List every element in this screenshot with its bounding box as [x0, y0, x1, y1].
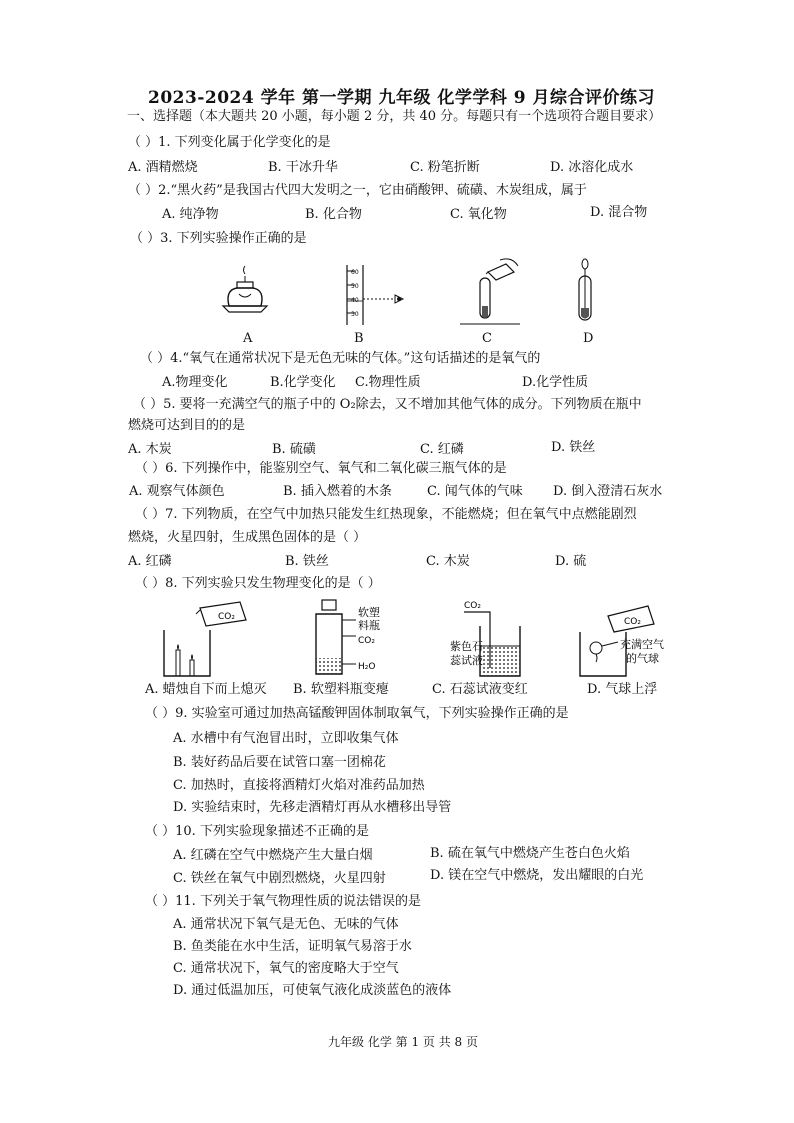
option-b: B. 软塑料瓶变瘪 — [293, 682, 389, 697]
option-c: C. 粉笔折断 — [410, 160, 480, 175]
option-c: C. 氧化物 — [450, 207, 507, 222]
option-a: A.物理变化 — [162, 375, 228, 390]
cylinder-reading-figure — [335, 265, 415, 327]
question-stem: （ ）8. 下列实验只发生物理变化的是（ ） — [135, 576, 381, 591]
option-b: B. 插入燃着的木条 — [283, 484, 392, 499]
cyl-tick-60: 60 — [351, 269, 359, 276]
co2-label-d: CO₂ — [624, 617, 641, 627]
co2-label-c: CO₂ — [464, 601, 481, 611]
option-d: D.化学性质 — [522, 375, 589, 390]
question-stem: （ ）6. 下列操作中，能鉴别空气、氧气和二氧化碳三瓶气体的是 — [135, 461, 507, 476]
h2o-label: H₂O — [358, 662, 376, 672]
option-a: A. 蜡烛自下而上熄灭 — [145, 682, 267, 697]
option-d: D. 通过低温加压，可使氧气液化成淡蓝色的液体 — [173, 983, 452, 998]
option-a: A. 红磷在空气中燃烧产生大量白烟 — [173, 848, 373, 863]
option-d: D. 实验结束时，先移走酒精灯再从水槽移出导管 — [173, 800, 452, 815]
balloon-figure — [578, 598, 688, 680]
option-c: C. 加热时，直接将酒精灯火焰对准药品加热 — [173, 778, 425, 793]
question-stem: （ ）1. 下列变化属于化学变化的是 — [128, 135, 331, 150]
dropper-figure — [570, 258, 600, 328]
page-footer: 九年级 化学 第 1 页 共 8 页 — [328, 1035, 478, 1049]
question-stem: （ ）3. 下列实验操作正确的是 — [130, 231, 307, 246]
option-b: B. 化合物 — [305, 207, 362, 222]
pouring-liquid-figure — [460, 258, 530, 328]
option-c: C. 木炭 — [426, 554, 470, 569]
balloon-label-2: 的气球 — [626, 652, 659, 665]
option-c: C. 通常状况下，氧气的密度略大于空气 — [173, 961, 399, 976]
option-d: D. 铁丝 — [551, 440, 596, 455]
alcohol-lamp-figure — [215, 268, 275, 328]
page-title: 2023-2024 学年 第一学期 九年级 化学学科 9 月综合评价练习 — [148, 88, 656, 108]
section-heading: 一、选择题（本大题共 20 小题，每小题 2 分，共 40 分。每题只有一个选项符合题目要求） — [127, 109, 662, 124]
figure-label-a: A — [243, 331, 253, 346]
figure-label-c: C — [482, 331, 492, 346]
question-stem: （ ）9. 实验室可通过加热高锰酸钾固体制取氧气，下列实验操作正确的是 — [145, 706, 569, 721]
option-b: B. 铁丝 — [285, 554, 329, 569]
balloon-label-1: 充满空气 — [620, 638, 664, 651]
litmus-label-2: 蕊试液 — [450, 654, 483, 667]
option-c: C. 石蕊试液变红 — [432, 682, 528, 697]
option-c: C.物理性质 — [355, 375, 421, 390]
question-stem: （ ）11. 下列关于氧气物理性质的说法错误的是 — [145, 894, 421, 909]
figure-label-d: D — [583, 331, 594, 346]
option-a: A. 通常状况下氧气是无色、无味的气体 — [173, 917, 399, 932]
litmus-label-1: 紫色石 — [450, 640, 483, 653]
question-stem: （ ）7. 下列物质，在空气中加热只能发生红热现象，不能燃烧；但在氧气中点燃能剧烈 — [135, 507, 637, 522]
question-stem: （ ）2.“黑火药”是我国古代四大发明之一，它由硝酸钾、硫磺、木炭组成，属于 — [128, 183, 587, 198]
option-a: A. 红磷 — [128, 554, 172, 569]
option-a: A. 观察气体颜色 — [129, 484, 225, 499]
option-b: B.化学变化 — [270, 375, 336, 390]
question-stem: （ ）5. 要将一充满空气的瓶子中的 O₂除去，又不增加其他气体的成分。下列物质在瓶中 — [133, 397, 642, 412]
option-a: A. 水槽中有气泡冒出时，立即收集气体 — [173, 731, 399, 746]
option-d: D. 气球上浮 — [587, 682, 658, 697]
cyl-tick-40: 40 — [351, 297, 359, 304]
option-b: B. 鱼类能在水中生活，证明氧气易溶于水 — [173, 939, 412, 954]
option-c: C. 红磷 — [420, 442, 464, 457]
plastic-bottle-figure — [310, 600, 420, 680]
option-b: B. 硫在氧气中燃烧产生苍白色火焰 — [430, 846, 630, 861]
option-c: C. 铁丝在氧气中剧烈燃烧，火星四射 — [173, 871, 386, 886]
figure-label-b: B — [354, 331, 364, 346]
candle-beaker-figure — [160, 600, 250, 680]
option-c: C. 闻气体的气味 — [427, 484, 523, 499]
option-d: D. 冰溶化成水 — [550, 160, 634, 175]
co2-label-b: CO₂ — [358, 636, 375, 646]
cyl-tick-30: 30 — [351, 311, 359, 318]
option-d: D. 倒入澄清石灰水 — [553, 484, 663, 499]
co2-label: CO₂ — [218, 612, 235, 622]
option-b: B. 干冰升华 — [268, 160, 338, 175]
question-stem: （ ）4.“氧气在通常状况下是无色无味的气体。”这句话描述的是氧气的 — [140, 351, 541, 366]
question-stem-2: 燃烧，火星四射，生成黑色固体的是（ ） — [128, 530, 367, 545]
cyl-tick-50: 50 — [351, 283, 359, 290]
option-b: B. 硫磺 — [272, 442, 316, 457]
option-a: A. 酒精燃烧 — [128, 160, 198, 175]
option-a: A. 木炭 — [128, 442, 172, 457]
option-d: D. 混合物 — [590, 205, 648, 220]
question-stem-2: 燃烧可达到目的的是 — [128, 418, 246, 433]
option-a: A. 纯净物 — [162, 207, 219, 222]
question-stem: （ ）10. 下列实验现象描述不正确的是 — [145, 824, 369, 839]
bottle-label-2: 料瓶 — [358, 619, 380, 632]
option-d: D. 镁在空气中燃烧，发出耀眼的白光 — [430, 868, 644, 883]
option-b: B. 装好药品后要在试管口塞一团棉花 — [173, 755, 386, 770]
litmus-figure — [450, 598, 560, 680]
bottle-label-1: 软塑 — [358, 606, 380, 619]
option-d: D. 硫 — [555, 554, 587, 569]
